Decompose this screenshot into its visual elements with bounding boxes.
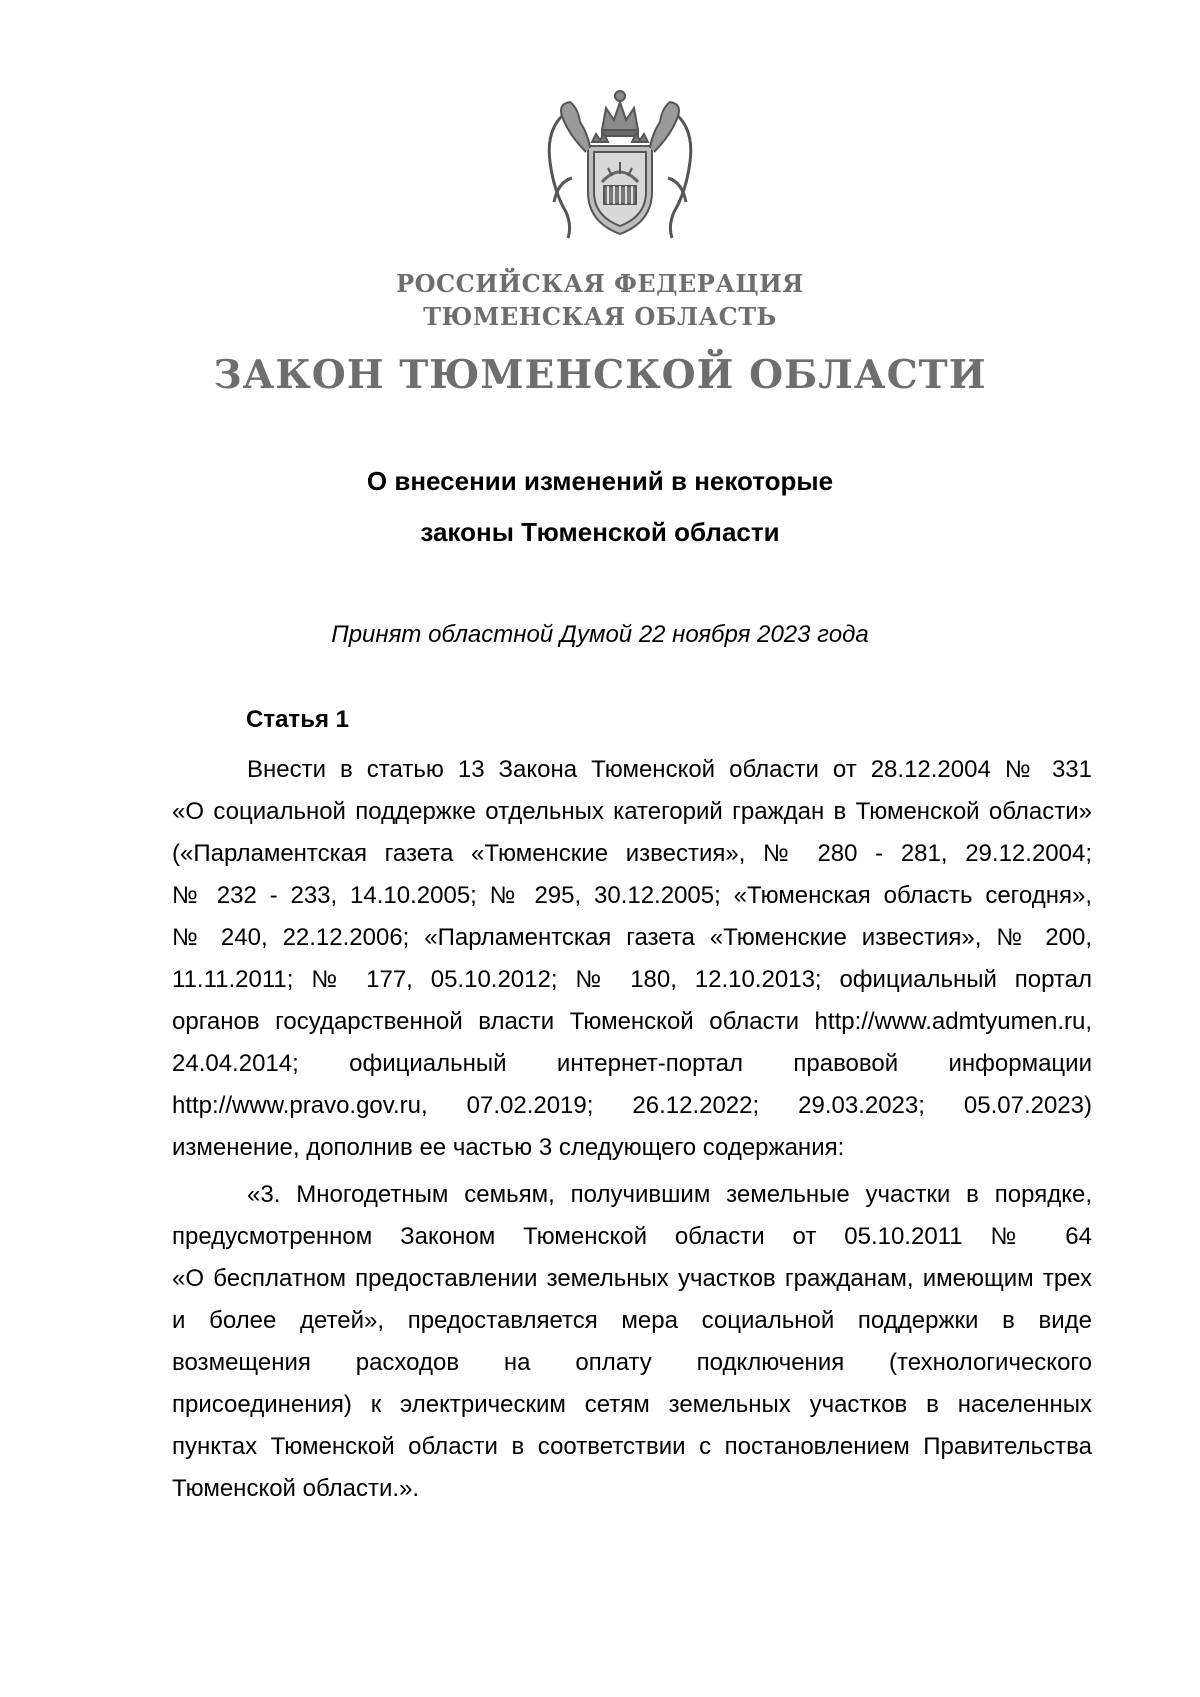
article-paragraph-2 — [172, 1174, 1092, 1510]
paragraph-line: 24.04.2014; официальный интернет-портал правовой информации — [172, 1050, 1092, 1077]
coat-of-arms-icon — [532, 82, 708, 242]
paragraph-line: № 232 - 233, 14.10.2005; № 295, 30.12.2005; «Тюменская область сегодня», — [172, 882, 1092, 909]
header-country: РОССИЙСКАЯ ФЕДЕРАЦИЯ — [396, 269, 804, 298]
coat-of-arms-emblem — [532, 82, 708, 242]
article-heading: Статья 1 — [246, 706, 349, 733]
paragraph-line: присоединения) к электрическим сетям земельных участков в населенных — [172, 1391, 1092, 1418]
paragraph-line: возмещения расходов на оплату подключения (технологического — [172, 1349, 1092, 1376]
paragraph-line: пунктах Тюменской области в соответствии с постановлением Правительства — [172, 1433, 1092, 1460]
paragraph-line: Внести в статью 13 Закона Тюменской области от 28.12.2004 № 331 — [247, 756, 1092, 783]
paragraph-line: предусмотренном Законом Тюменской области от 05.10.2011 № 64 — [172, 1223, 1092, 1250]
paragraph-line: http://www.pravo.gov.ru, 07.02.2019; 26.12.2022; 29.03.2023; 05.07.2023) — [172, 1092, 1092, 1119]
header-region: ТЮМЕНСКАЯ ОБЛАСТЬ — [423, 302, 777, 331]
law-title-line-2: законы Тюменской области — [420, 517, 780, 547]
paragraph-line: изменение, дополнив ее частью 3 следующего содержания: — [172, 1134, 845, 1161]
paragraph-line: «О бесплатном предоставлении земельных участков гражданам, имеющим трех — [172, 1265, 1092, 1292]
law-title-line-1: О внесении изменений в некоторые — [366, 466, 834, 496]
paragraph-line: «О социальной поддержке отдельных категорий граждан в Тюменской области» — [172, 798, 1092, 825]
header-doc-type: ЗАКОН ТЮМЕНСКОЙ ОБЛАСТИ — [213, 352, 987, 398]
article-paragraph-1 — [172, 749, 1092, 1169]
paragraph-line: 11.11.2011; № 177, 05.10.2012; № 180, 12.10.2013; официальный портал — [172, 966, 1092, 993]
adoption-note: Принят областной Думой 22 ноября 2023 года — [331, 621, 869, 648]
paragraph-line: «3. Многодетным семьям, получившим земельные участки в порядке, — [247, 1181, 1092, 1208]
paragraph-line: органов государственной власти Тюменской области http://www.admtyumen.ru, — [172, 1008, 1092, 1035]
paragraph-line: и более детей», предоставляется мера социальной поддержки в виде — [172, 1307, 1092, 1334]
paragraph-line: («Парламентская газета «Тюменские известия», № 280 - 281, 29.12.2004; — [172, 840, 1092, 867]
paragraph-line: Тюменской области.». — [172, 1475, 420, 1502]
paragraph-line: № 240, 22.12.2006; «Парламентская газета «Тюменские известия», № 200, — [172, 924, 1092, 951]
